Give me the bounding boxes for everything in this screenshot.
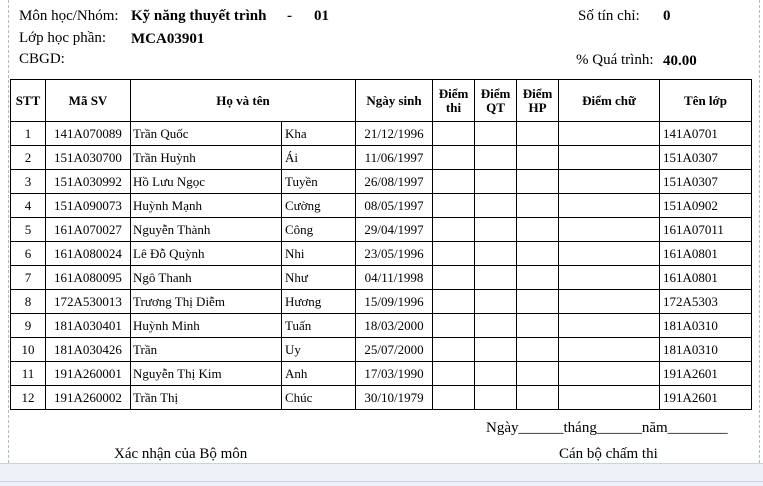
course-score-cell	[517, 290, 559, 314]
department-confirmation: Xác nhận của Bộ môn	[114, 446, 248, 462]
class-name-cell: 181A0310	[660, 314, 752, 338]
class-code: MCA03901	[131, 31, 205, 47]
class-name-cell: 151A0307	[660, 146, 752, 170]
given-name-cell: Nhi	[282, 242, 356, 266]
col-header-ten-lop: Tên lớp	[660, 80, 752, 122]
stt-cell: 3	[11, 170, 46, 194]
stt-cell: 4	[11, 194, 46, 218]
student-id-cell: 141A070089	[46, 122, 131, 146]
table-row	[11, 146, 752, 170]
stt-cell: 5	[11, 218, 46, 242]
exam-score-cell	[433, 146, 475, 170]
surname-cell: Trần Quốc	[131, 122, 282, 146]
student-id-cell: 191A260002	[46, 386, 131, 410]
student-id-cell: 151A030992	[46, 170, 131, 194]
surname-cell: Huỳnh Mạnh	[131, 194, 282, 218]
col-header-ma-sv: Mã SV	[46, 80, 131, 122]
table-row	[11, 290, 752, 314]
course-score-cell	[517, 122, 559, 146]
subject-label: Môn học/Nhóm:	[19, 8, 119, 24]
course-score-cell	[517, 218, 559, 242]
given-name-cell: Như	[282, 266, 356, 290]
class-name-cell: 181A0310	[660, 338, 752, 362]
date-line: Ngày______tháng______năm________	[486, 420, 728, 436]
course-score-cell	[517, 146, 559, 170]
lecturer-label: CBGD:	[19, 51, 65, 67]
process-score-cell	[475, 170, 517, 194]
letter-grade-cell	[559, 338, 660, 362]
process-score-cell	[475, 386, 517, 410]
surname-cell: Lê Đỗ Quỳnh	[131, 242, 282, 266]
birth-date-cell: 04/11/1998	[356, 266, 433, 290]
letter-grade-cell	[559, 290, 660, 314]
stt-cell: 6	[11, 242, 46, 266]
student-id-cell: 181A030426	[46, 338, 131, 362]
table-row	[11, 242, 752, 266]
birth-date-cell: 11/06/1997	[356, 146, 433, 170]
course-score-cell	[517, 194, 559, 218]
table-header-row	[11, 80, 752, 122]
course-score-cell	[517, 170, 559, 194]
course-score-cell	[517, 314, 559, 338]
letter-grade-cell	[559, 242, 660, 266]
letter-grade-cell	[559, 170, 660, 194]
subject-name: Kỹ năng thuyết trình	[131, 8, 267, 24]
class-name-cell: 161A0801	[660, 266, 752, 290]
surname-cell: Ngô Thanh	[131, 266, 282, 290]
course-score-cell	[517, 266, 559, 290]
given-name-cell: Kha	[282, 122, 356, 146]
grades-table	[10, 79, 752, 410]
birth-date-cell: 17/03/1990	[356, 362, 433, 386]
table-row	[11, 266, 752, 290]
birth-date-cell: 18/03/2000	[356, 314, 433, 338]
grader-signature-label: Cán bộ chấm thi	[559, 446, 658, 462]
student-id-cell: 181A030401	[46, 314, 131, 338]
class-name-cell: 141A0701	[660, 122, 752, 146]
col-header-ho-ten: Họ và tên	[131, 80, 356, 122]
letter-grade-cell	[559, 146, 660, 170]
process-label: % Quá trình:	[576, 52, 654, 68]
exam-score-cell	[433, 194, 475, 218]
letter-grade-cell	[559, 362, 660, 386]
table-row	[11, 386, 752, 410]
given-name-cell: Tuấn	[282, 314, 356, 338]
student-id-cell: 161A080024	[46, 242, 131, 266]
exam-score-cell	[433, 290, 475, 314]
student-id-cell: 161A080095	[46, 266, 131, 290]
table-row	[11, 170, 752, 194]
course-score-cell	[517, 338, 559, 362]
process-score-cell	[475, 122, 517, 146]
class-name-cell: 151A0902	[660, 194, 752, 218]
group-number: 01	[314, 8, 329, 24]
table-row	[11, 122, 752, 146]
letter-grade-cell	[559, 266, 660, 290]
exam-score-cell	[433, 218, 475, 242]
table-row	[11, 338, 752, 362]
table-row	[11, 218, 752, 242]
process-score-cell	[475, 266, 517, 290]
surname-cell: Nguyễn Thị Kim	[131, 362, 282, 386]
stt-cell: 7	[11, 266, 46, 290]
col-header-diem-thi	[433, 80, 475, 122]
surname-cell: Trần Huỳnh	[131, 146, 282, 170]
col-header-diem-qt-line2: QT	[486, 99, 505, 115]
stt-cell: 9	[11, 314, 46, 338]
subject-dash: -	[287, 8, 292, 24]
process-score-cell	[475, 242, 517, 266]
course-score-cell	[517, 386, 559, 410]
col-header-diem-qt	[475, 80, 517, 122]
given-name-cell: Chúc	[282, 386, 356, 410]
given-name-cell: Anh	[282, 362, 356, 386]
exam-score-cell	[433, 314, 475, 338]
birth-date-cell: 23/05/1996	[356, 242, 433, 266]
course-score-cell	[517, 242, 559, 266]
class-name-cell: 191A2601	[660, 362, 752, 386]
class-name-cell: 191A2601	[660, 386, 752, 410]
bottom-bar-line	[0, 481, 763, 482]
birth-date-cell: 29/04/1997	[356, 218, 433, 242]
birth-date-cell: 08/05/1997	[356, 194, 433, 218]
process-score-cell	[475, 290, 517, 314]
letter-grade-cell	[559, 314, 660, 338]
col-header-diem-thi-line2: thi	[445, 99, 462, 115]
letter-grade-cell	[559, 194, 660, 218]
process-value: 40.00	[663, 53, 697, 69]
course-score-cell	[517, 362, 559, 386]
given-name-cell: Ái	[282, 146, 356, 170]
table-body	[11, 122, 752, 410]
given-name-cell: Tuyền	[282, 170, 356, 194]
surname-cell: Huỳnh Minh	[131, 314, 282, 338]
class-name-cell: 151A0307	[660, 170, 752, 194]
stt-cell: 1	[11, 122, 46, 146]
col-header-diem-thi-line1: Điểm	[438, 85, 469, 101]
birth-date-cell: 26/08/1997	[356, 170, 433, 194]
credits-value: 0	[663, 8, 671, 24]
exam-score-cell	[433, 362, 475, 386]
col-header-diem-hp-line2: HP	[528, 99, 547, 115]
surname-cell: Nguyễn Thành	[131, 218, 282, 242]
given-name-cell: Công	[282, 218, 356, 242]
birth-date-cell: 15/09/1996	[356, 290, 433, 314]
process-score-cell	[475, 362, 517, 386]
surname-cell: Trần	[131, 338, 282, 362]
table-row	[11, 362, 752, 386]
class-name-cell: 161A07011	[660, 218, 752, 242]
exam-score-cell	[433, 170, 475, 194]
exam-score-cell	[433, 386, 475, 410]
col-header-diem-qt-line1: Điểm	[480, 85, 511, 101]
given-name-cell: Hương	[282, 290, 356, 314]
exam-score-cell	[433, 338, 475, 362]
exam-score-cell	[433, 266, 475, 290]
student-id-cell: 191A260001	[46, 362, 131, 386]
class-name-cell: 161A0801	[660, 242, 752, 266]
stt-cell: 8	[11, 290, 46, 314]
surname-cell: Trần Thị	[131, 386, 282, 410]
process-score-cell	[475, 194, 517, 218]
student-id-cell: 172A530013	[46, 290, 131, 314]
exam-score-cell	[433, 242, 475, 266]
process-score-cell	[475, 146, 517, 170]
letter-grade-cell	[559, 122, 660, 146]
table-row	[11, 194, 752, 218]
given-name-cell: Cường	[282, 194, 356, 218]
col-header-ngay-sinh: Ngày sinh	[356, 80, 433, 122]
student-id-cell: 161A070027	[46, 218, 131, 242]
col-header-diem-chu: Điểm chữ	[559, 80, 660, 122]
process-score-cell	[475, 314, 517, 338]
given-name-cell: Uy	[282, 338, 356, 362]
letter-grade-cell	[559, 218, 660, 242]
process-score-cell	[475, 218, 517, 242]
stt-cell: 11	[11, 362, 46, 386]
credits-label: Số tín chỉ:	[578, 8, 640, 24]
table-row	[11, 314, 752, 338]
process-score-cell	[475, 338, 517, 362]
surname-cell: Hồ Lưu Ngọc	[131, 170, 282, 194]
surname-cell: Trương Thị Diễm	[131, 290, 282, 314]
student-id-cell: 151A090073	[46, 194, 131, 218]
birth-date-cell: 30/10/1979	[356, 386, 433, 410]
stt-cell: 10	[11, 338, 46, 362]
letter-grade-cell	[559, 386, 660, 410]
stt-cell: 12	[11, 386, 46, 410]
student-id-cell: 151A030700	[46, 146, 131, 170]
col-header-stt: STT	[11, 80, 46, 122]
stt-cell: 2	[11, 146, 46, 170]
col-header-diem-hp	[517, 80, 559, 122]
col-header-diem-hp-line1: Điểm	[522, 85, 553, 101]
exam-score-cell	[433, 122, 475, 146]
class-label: Lớp học phần:	[19, 30, 107, 46]
birth-date-cell: 25/07/2000	[356, 338, 433, 362]
class-name-cell: 172A5303	[660, 290, 752, 314]
birth-date-cell: 21/12/1996	[356, 122, 433, 146]
viewer-bottom-bar	[0, 463, 763, 486]
